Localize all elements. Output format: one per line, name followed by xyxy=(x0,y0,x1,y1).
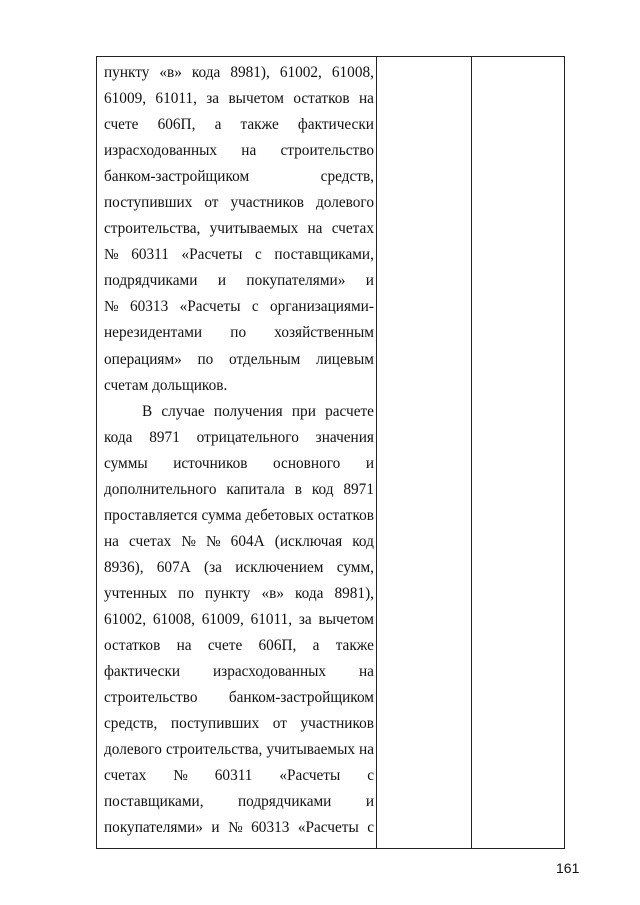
word: «Расчеты xyxy=(297,819,359,837)
word: учитываемых xyxy=(266,741,356,759)
text-line xyxy=(104,399,374,425)
text-line xyxy=(104,815,374,841)
word: № xyxy=(104,246,119,264)
word: 8971 xyxy=(149,428,180,446)
word: В xyxy=(142,402,153,420)
page-number: 161 xyxy=(556,860,580,876)
text-line xyxy=(104,425,374,451)
word: строительства, xyxy=(165,741,263,759)
word: пункту xyxy=(104,64,150,81)
word: на xyxy=(241,142,257,160)
word: с xyxy=(367,767,374,785)
word: 61008, xyxy=(331,64,374,81)
word: отдельным xyxy=(229,350,301,368)
text-line xyxy=(104,789,374,815)
word: а xyxy=(214,116,222,134)
text-line xyxy=(104,60,374,86)
word: а xyxy=(312,637,320,655)
word: и xyxy=(365,272,374,290)
word: 60311 xyxy=(131,246,169,264)
word: с xyxy=(251,298,259,316)
word: по xyxy=(178,584,194,602)
word: хозяйственным xyxy=(274,324,374,342)
word: «в» xyxy=(261,584,284,602)
text-line xyxy=(104,86,374,112)
word: строительство xyxy=(280,142,374,160)
word: счете xyxy=(104,116,139,134)
word: исключением xyxy=(235,558,324,576)
word: долевого xyxy=(104,741,162,759)
word: пункту xyxy=(205,584,251,602)
word: также xyxy=(335,637,374,655)
word: покупателями» xyxy=(246,272,346,290)
text-line xyxy=(104,659,374,685)
word: и xyxy=(211,819,220,837)
word: поставщиками, xyxy=(274,246,374,264)
text-line xyxy=(104,607,374,633)
text-line xyxy=(104,737,374,763)
word: за xyxy=(298,610,312,628)
text-line xyxy=(104,711,374,737)
word: № xyxy=(181,532,196,550)
word: кода xyxy=(104,428,133,446)
word: на xyxy=(358,90,374,108)
word: по xyxy=(230,324,247,342)
word: «в» xyxy=(159,64,182,81)
word: подрядчиками xyxy=(104,272,198,290)
word: 61008, xyxy=(152,610,195,628)
word: счетах xyxy=(331,220,374,238)
word: счетах xyxy=(104,767,147,785)
word: дебетовых xyxy=(245,506,314,524)
text-line xyxy=(104,529,374,555)
word: сумма xyxy=(201,506,242,524)
word: сумм, xyxy=(336,558,374,576)
text-line xyxy=(104,685,374,711)
word: банком-застройщиком xyxy=(228,689,374,707)
word: 61009, xyxy=(201,610,244,628)
word: капитала xyxy=(226,480,285,498)
word: при xyxy=(291,402,316,420)
word: случае xyxy=(161,402,205,420)
word: средств, xyxy=(104,715,158,733)
text-line xyxy=(104,581,374,607)
word: 8981), xyxy=(230,64,270,81)
word: расчете xyxy=(325,402,374,420)
word: строительства, xyxy=(104,220,201,238)
word: (исключая xyxy=(274,532,343,550)
word: поступивших xyxy=(170,715,260,733)
word: банком-застройщиком xyxy=(104,168,250,186)
word: отрицательного xyxy=(196,428,299,446)
word: израсходованных xyxy=(213,663,327,681)
word: учитываемых xyxy=(209,220,299,238)
word: на xyxy=(104,532,119,550)
word: 607А xyxy=(156,558,191,576)
text-line xyxy=(104,294,374,320)
text-line xyxy=(104,138,374,164)
text-line xyxy=(104,268,374,294)
word: и xyxy=(365,454,374,472)
word: по xyxy=(197,350,214,368)
word: на xyxy=(359,663,374,681)
word: в xyxy=(294,480,302,498)
word: дополнительного xyxy=(104,480,217,498)
word: 61002, xyxy=(104,610,147,628)
column-divider xyxy=(376,57,377,848)
word: суммы xyxy=(104,454,148,472)
word: строительство xyxy=(104,689,198,707)
word: проставляется xyxy=(104,506,198,524)
word: (за xyxy=(204,558,222,576)
word: «Расчеты xyxy=(179,298,241,316)
text-line xyxy=(104,451,374,477)
text-line xyxy=(104,555,374,581)
word: на xyxy=(176,637,192,655)
word: с xyxy=(255,246,262,264)
word: участников xyxy=(300,715,374,733)
word: 61011, xyxy=(155,90,197,108)
text-line-last: счетам дольщиков. xyxy=(104,376,228,394)
text-line xyxy=(104,347,374,373)
word: 606П, xyxy=(258,637,297,655)
word: 604А xyxy=(230,532,265,550)
word: поступивших xyxy=(104,194,193,212)
word: вычетом xyxy=(228,90,284,108)
word: покупателями» xyxy=(104,819,203,837)
word: «Расчеты xyxy=(181,246,243,264)
word: остатков xyxy=(293,90,350,108)
text-line xyxy=(104,164,374,190)
word: организациями- xyxy=(270,298,374,316)
word: остатков xyxy=(317,506,374,524)
word: 8981), xyxy=(334,584,374,602)
text-line xyxy=(104,216,374,242)
word: лицевым xyxy=(315,350,374,368)
word: фактически xyxy=(104,663,181,681)
word: от xyxy=(204,194,219,212)
word: от xyxy=(272,715,287,733)
word: учтенных xyxy=(104,584,168,602)
word: операциям» xyxy=(104,350,182,368)
word: вычетом xyxy=(318,610,374,628)
text-line xyxy=(104,633,374,659)
word: с xyxy=(367,819,374,837)
word: 60313 xyxy=(251,819,290,837)
word: на xyxy=(307,220,323,238)
word: подрядчиками xyxy=(237,793,332,811)
word: остатков xyxy=(104,637,161,655)
word: фактически xyxy=(297,116,374,134)
word: № xyxy=(206,532,221,550)
word: получения xyxy=(213,402,283,420)
word: за xyxy=(206,90,220,108)
text-line xyxy=(104,503,374,529)
column-divider xyxy=(471,57,472,848)
word: код xyxy=(352,532,374,550)
word: № xyxy=(228,819,243,837)
word: 61009, xyxy=(104,90,147,108)
word: № xyxy=(104,298,119,316)
text-line xyxy=(104,763,374,789)
word: кода xyxy=(295,584,324,602)
word: основного xyxy=(273,454,341,472)
table-cell-text xyxy=(104,60,374,841)
word: 60313 xyxy=(129,298,169,316)
word: код xyxy=(311,480,334,498)
text-line xyxy=(104,242,374,268)
word: нерезидентами xyxy=(104,324,203,342)
word: 61011, xyxy=(250,610,293,628)
word: «Расчеты xyxy=(279,767,341,785)
word: участников xyxy=(230,194,305,212)
word: источников xyxy=(173,454,248,472)
text-line xyxy=(104,477,374,503)
word: поставщиками, xyxy=(104,793,204,811)
word: 8936), xyxy=(104,558,144,576)
word: кода xyxy=(191,64,221,81)
word: израсходованных xyxy=(104,142,218,160)
text-line xyxy=(104,320,374,346)
word: значения xyxy=(315,428,374,446)
word: также xyxy=(240,116,279,134)
word: средств, xyxy=(320,168,374,186)
word: 61002, xyxy=(279,64,322,81)
word: счетах xyxy=(129,532,172,550)
word: 60311 xyxy=(214,767,253,785)
word: и xyxy=(217,272,226,290)
word: № xyxy=(173,767,188,785)
word: долевого xyxy=(316,194,374,212)
word: счете xyxy=(207,637,243,655)
text-line xyxy=(104,190,374,216)
word: 606П, xyxy=(157,116,196,134)
text-line xyxy=(104,112,374,138)
word: на xyxy=(359,741,374,759)
word: и xyxy=(365,793,374,811)
word: 8971 xyxy=(343,480,374,498)
